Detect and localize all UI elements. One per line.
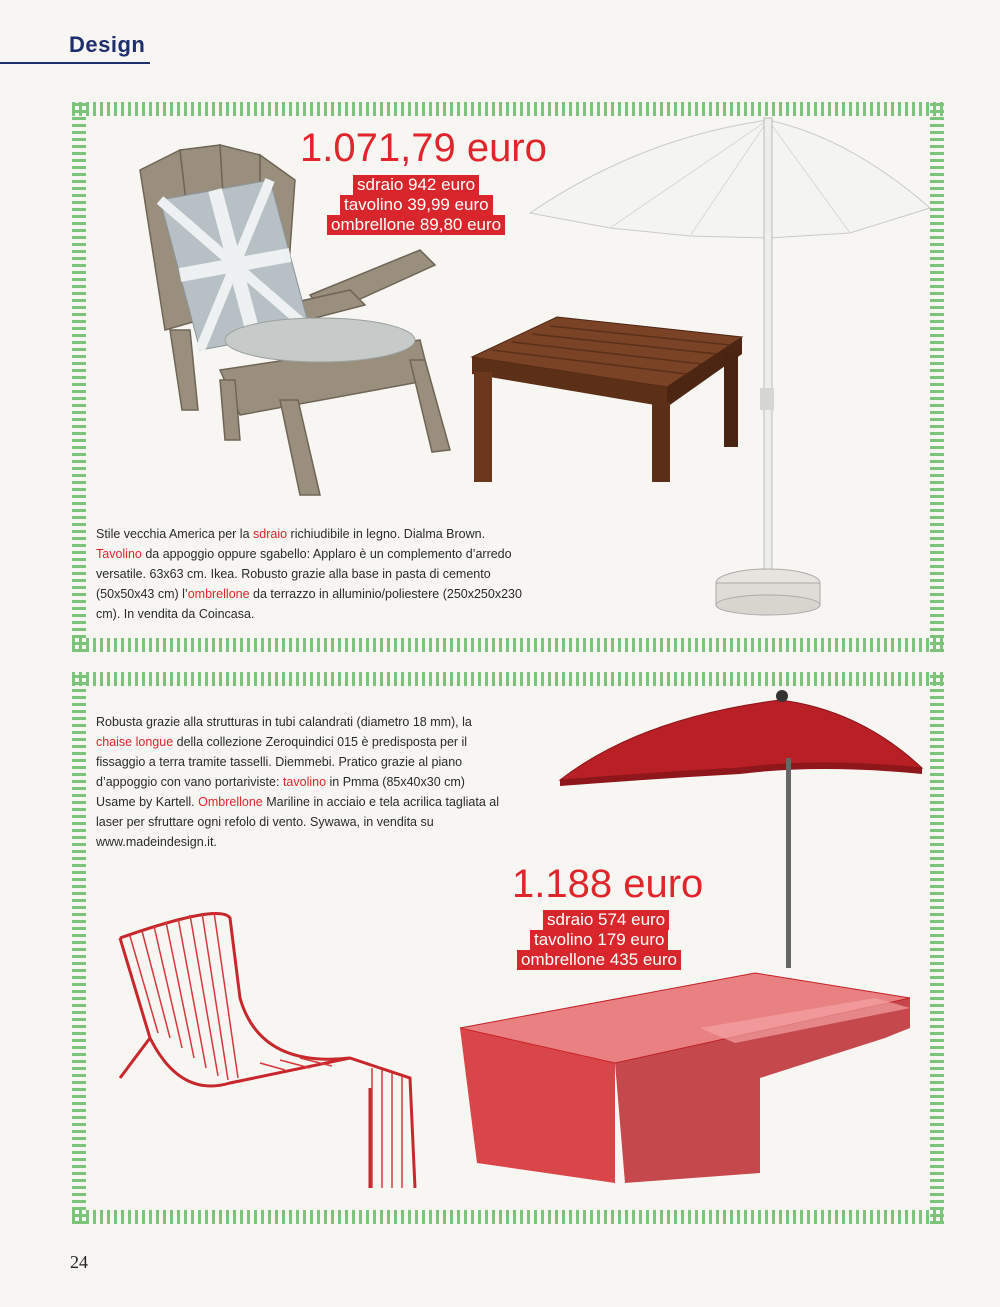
white-umbrella-image: [520, 108, 940, 618]
desc-text: Mariline in acciaio e tela acrilica tagliata al laser per sfruttare ogni refolo di vento. Sywawa, in vendita su www.madeindesign.it.: [96, 795, 499, 849]
red-acrylic-table-image: [455, 968, 915, 1188]
red-chaise-longue-image: [110, 898, 430, 1198]
keyword-sdraio: sdraio: [253, 527, 288, 541]
section-label: Design: [69, 32, 146, 57]
header-rule: [0, 62, 150, 64]
frame1-bottom-border: [72, 638, 944, 652]
keyword-chaise-longue: chaise longue: [96, 735, 174, 749]
frame2-bottom-border: [72, 1210, 944, 1224]
price-tag-tavolino: tavolino 179 euro: [530, 930, 668, 950]
desc-text: in Pmma (85x40x30 cm) Usame by Kartell.: [96, 775, 465, 809]
show-through-text: [160, 40, 177, 109]
desc-text: della collezione Zeroquindici 015 è predisposta per il fissaggio a terra tramite tasselli. Diemmebi. Pratico grazie al piano d’appoggio con vano portariviste:: [96, 735, 468, 789]
frame2-top-border: [72, 672, 944, 686]
keyword-tavolino: Tavolino: [96, 547, 142, 561]
desc-text: da terrazzo in alluminio/poliestere (250x250x230 cm). In vendita da Coincasa.: [96, 587, 522, 621]
price-tag-sdraio: sdraio 574 euro: [543, 910, 669, 930]
frame1-left-border: [72, 102, 86, 652]
desc-text: Robusta grazie alla strutturas in tubi calandrati (diametro 18 mm), la: [96, 715, 472, 729]
total-price: 1.188 euro: [512, 862, 704, 906]
price-tag-ombrellone: ombrellone 89,80 euro: [327, 215, 505, 235]
frame2-left-border: [72, 672, 86, 1224]
frame2-right-border: [930, 672, 944, 1224]
keyword-ombrellone: Ombrellone: [198, 795, 263, 809]
price-tag-sdraio: sdraio 942 euro: [353, 175, 479, 195]
keyword-ombrellone: ombrellone: [187, 587, 250, 601]
desc-text: richiudibile in legno. Dialma Brown.: [287, 527, 486, 541]
price-tag-ombrellone: ombrellone 435 euro: [517, 950, 681, 970]
total-price: 1.071,79 euro: [300, 126, 547, 170]
price-tag-tavolino: tavolino 39,99 euro: [340, 195, 493, 215]
desc-text: Stile vecchia America per la: [96, 527, 254, 541]
keyword-tavolino: tavolino: [282, 775, 327, 789]
product-description: [96, 712, 506, 852]
desc-text: da appoggio oppure sgabello: Applaro è un complemento d’arredo versatile. 63x63 cm. Ikea. Robusto grazie alla base in pasta di cemento (50x50x43 cm) l’: [96, 547, 512, 601]
product-description: [96, 524, 536, 624]
page-number: 24: [70, 1252, 88, 1272]
